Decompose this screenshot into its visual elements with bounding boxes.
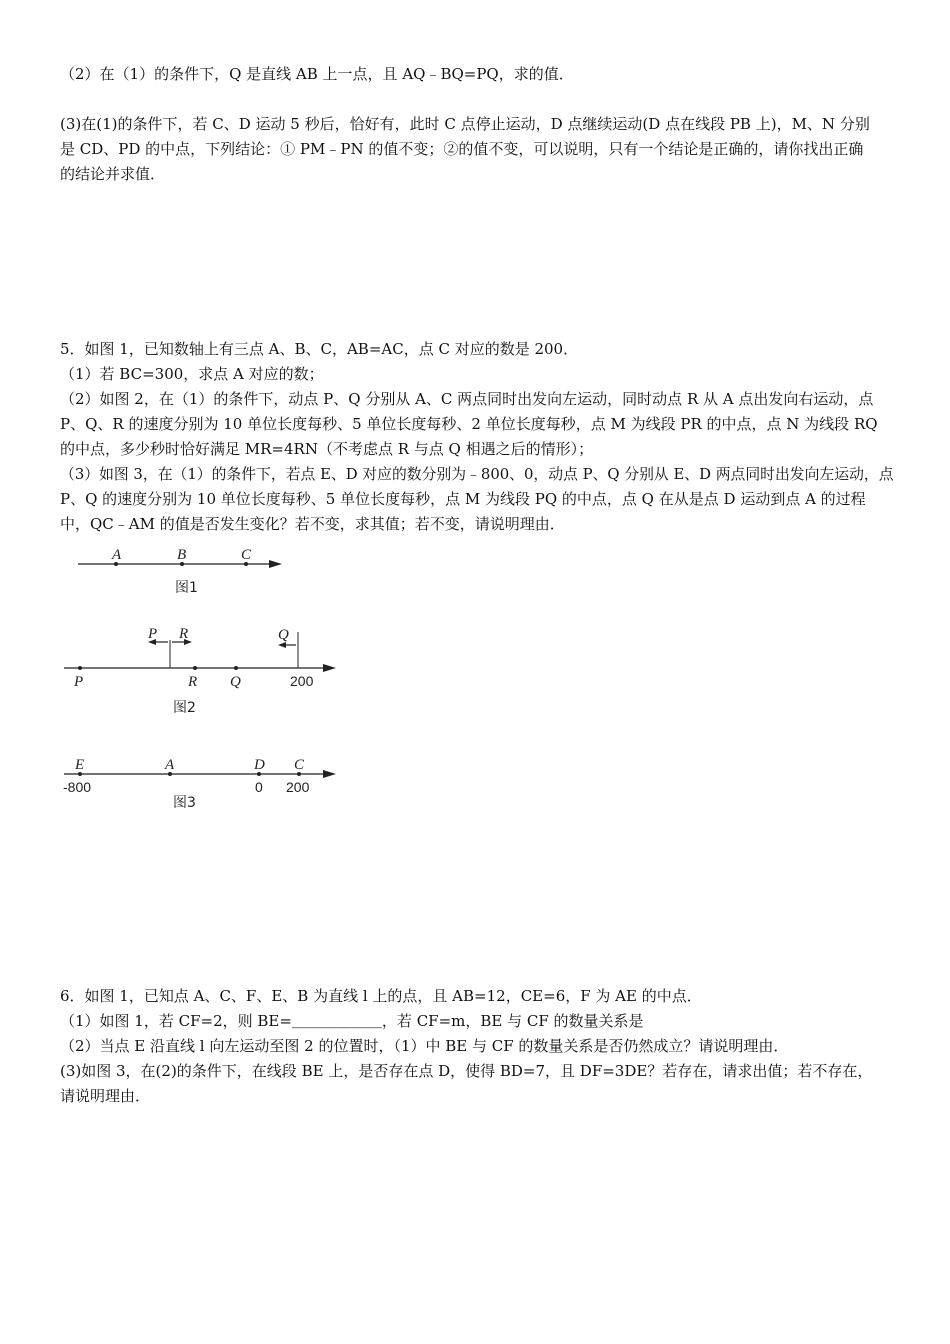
label-q: Q	[230, 674, 241, 690]
q5-line: 的中点，多少秒时恰好满足 MR=4RN（不考虑点 R 与点 Q 相遇之后的情形）；	[60, 440, 594, 458]
number-neg-800: -800	[63, 779, 92, 795]
number-0: 0	[255, 779, 263, 795]
q4-part3-line: 的结论并求值．	[60, 165, 166, 183]
q5-line: P、Q、R 的速度分别为 10 单位长度每秒、5 单位长度每秒、2 单位长度每秒，点 M 为线段 PR 的中点，点 N 为线段 RQ	[60, 415, 878, 433]
label-d: D	[254, 757, 265, 773]
label-a: A	[165, 757, 175, 773]
q5-line: 5．如图 1，已知数轴上有三点 A、B、C，AB=AC，点 C 对应的数是 200．	[60, 340, 579, 358]
label-r-top: R	[179, 626, 189, 642]
q5-line: （1）若 BC=300，求点 A 对应的数；	[60, 365, 324, 383]
q4-part3-line: (3)在(1)的条件下，若 C、D 运动 5 秒后，恰好有，此时 C 点停止运动，D 点继续运动(D 点在线段 PB 上)，M、N 分别	[60, 115, 870, 133]
label-a: A	[112, 547, 122, 563]
point-q	[234, 666, 238, 670]
figure-3-number-line	[58, 750, 350, 814]
q6-text	[60, 984, 894, 1109]
q6-line: 请说明理由．	[60, 1087, 151, 1105]
q5-text	[60, 337, 894, 537]
label-p: P	[74, 674, 84, 690]
q6-line: (3)如图 3，在(2)的条件下，在线段 BE 上，是否存在点 D，使得 BD=7，且 DF=3DE？若存在，请求出值；若不存在，	[60, 1062, 873, 1080]
number-200: 200	[286, 779, 310, 795]
q5-line: （3）如图 3，在（1）的条件下，若点 E、D 对应的数分别为﹣800、0，动点 P、Q 分别从 E、D 两点同时出发向左运动，点	[60, 465, 894, 483]
q6-line: （2）当点 E 沿直线 l 向左运动至图 2 的位置时，（1）中 BE 与 CF 的数量关系是否仍然成立？请说明理由．	[60, 1037, 789, 1055]
q5-line: 中，QC﹣AM 的值是否发生变化？若不变，求其值；若不变，请说明理由．	[60, 515, 565, 533]
point-p	[78, 666, 82, 670]
q5-line: P、Q 的速度分别为 10 单位长度每秒、5 单位长度每秒，点 M 为线段 PQ 的中点，点 Q 在从是点 D 运动到点 A 的过程	[60, 490, 866, 508]
label-r: R	[188, 674, 198, 690]
label-c: C	[241, 547, 252, 563]
arrow-head-icon	[323, 770, 336, 778]
q4-part3	[60, 112, 894, 187]
figure-2-number-line	[60, 618, 350, 723]
point-r	[193, 666, 197, 670]
label-c: C	[294, 757, 305, 773]
number-200: 200	[290, 673, 314, 689]
q4-part2-text: （2）在（1）的条件下，Q 是直线 AB 上一点，且 AQ﹣BQ=PQ，求的值．	[60, 65, 574, 83]
figure-2-caption: 图2	[173, 700, 196, 716]
figure-1-number-line	[70, 540, 300, 600]
q5-line: （2）如图 2，在（1）的条件下，动点 P、Q 分别从 A、C 两点同时出发向左运动，同时动点 R 从 A 点出发向右运动，点	[60, 390, 874, 408]
label-p-top: P	[148, 626, 158, 642]
q6-line: 6．如图 1，已知点 A、C、F、E、B 为直线 l 上的点，且 AB=12，CE=6，F 为 AE 的中点．	[60, 987, 702, 1005]
arrow-head-icon	[269, 560, 282, 568]
figure-3-caption: 图3	[173, 795, 196, 811]
arrow-head-icon	[323, 664, 336, 672]
figure-1-caption: 图1	[175, 580, 198, 596]
q4-part2	[60, 62, 894, 87]
label-q-top: Q	[278, 627, 289, 643]
label-b: B	[177, 547, 187, 563]
label-e: E	[75, 757, 85, 773]
q6-line: （1）如图 1，若 CF=2，则 BE=＿＿＿＿＿＿，若 CF=m，BE 与 CF 的数量关系是	[60, 1012, 644, 1030]
q4-part3-line: 是 CD、PD 的中点，下列结论：① PM﹣PN 的值不变；②的值不变，可以说明，只有一个结论是正确的，请你找出正确	[60, 140, 864, 158]
